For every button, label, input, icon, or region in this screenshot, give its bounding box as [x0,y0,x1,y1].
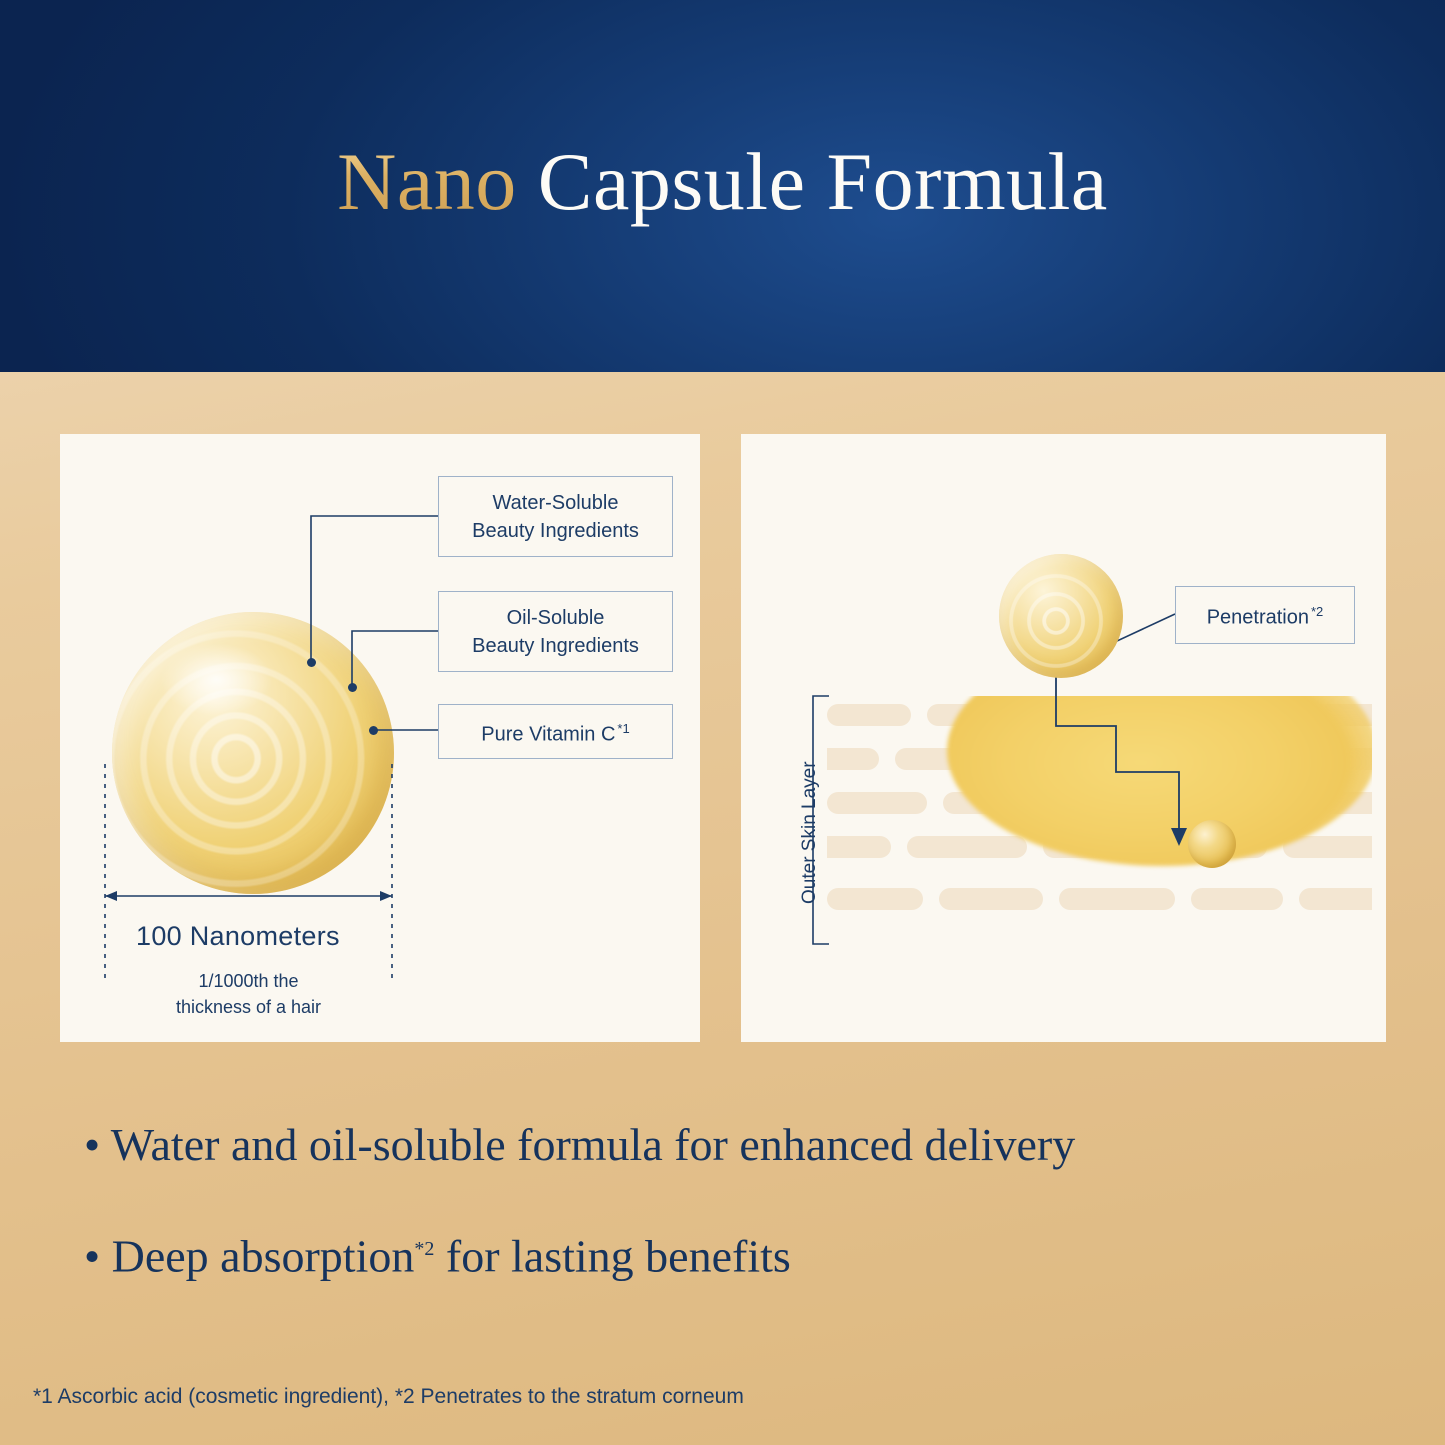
callout-dot-oil-soluble [348,683,357,692]
dimension-sublabel-line2: thickness of a hair [175,997,322,1017]
diagram-panel-right [741,434,1386,1042]
callout-oil-soluble-line1: Oil-Soluble [506,606,605,629]
bullet-text-1: Water and oil-soluble formula for enhanced delivery [110,1119,1076,1170]
dimension-sublabel-line1: 1/1000th the [198,971,299,991]
page-title-white: Capsule Formula [537,136,1108,227]
capsule-droplet-small [999,554,1123,678]
callout-penetration [1175,586,1355,644]
page-title-gold: Nano [337,136,517,227]
bullet-item-1 [84,1117,1075,1173]
callout-water-soluble-line2: Beauty Ingredients [472,519,639,542]
bullet-marker: • [84,1119,101,1170]
bullet-item-2 [84,1221,791,1284]
bullet-text-2: Deep absorption [111,1230,415,1282]
callout-dot-water-soluble [307,658,316,667]
callout-penetration-sup: *2 [1311,604,1324,620]
callout-dot-vitamin-c [369,726,378,735]
page-title [0,132,1445,232]
bullet-text-2-sup: *2 [414,1238,435,1260]
callout-pure-vitamin-c-label: Pure Vitamin C [481,723,616,746]
callout-oil-soluble [438,591,673,672]
callout-oil-soluble-line2: Beauty Ingredients [472,634,639,657]
callout-penetration-label: Penetration [1206,606,1309,629]
callout-water-soluble [438,476,673,557]
bullet-text-2-after: for lasting benefits [434,1230,791,1282]
callout-pure-vitamin-c [438,704,673,759]
callout-water-soluble-line1: Water-Soluble [492,491,619,514]
footnote: *1 Ascorbic acid (cosmetic ingredient), *2 Penetrates to the stratum corneum [33,1385,744,1408]
bullet-marker: • [84,1230,101,1282]
skin-bracket-and-path [741,434,1386,1042]
header-band [0,0,1445,372]
callout-pure-vitamin-c-sup: *1 [617,720,630,736]
dimension-label: 100 Nanometers [136,921,340,951]
penetrated-droplet [1188,820,1236,868]
skin-layer-label: Outer Skin Layer [799,761,820,904]
diagram-panel-left [60,434,700,1042]
dimension-sublabel [105,968,392,1020]
droplet-rings [999,554,1123,678]
